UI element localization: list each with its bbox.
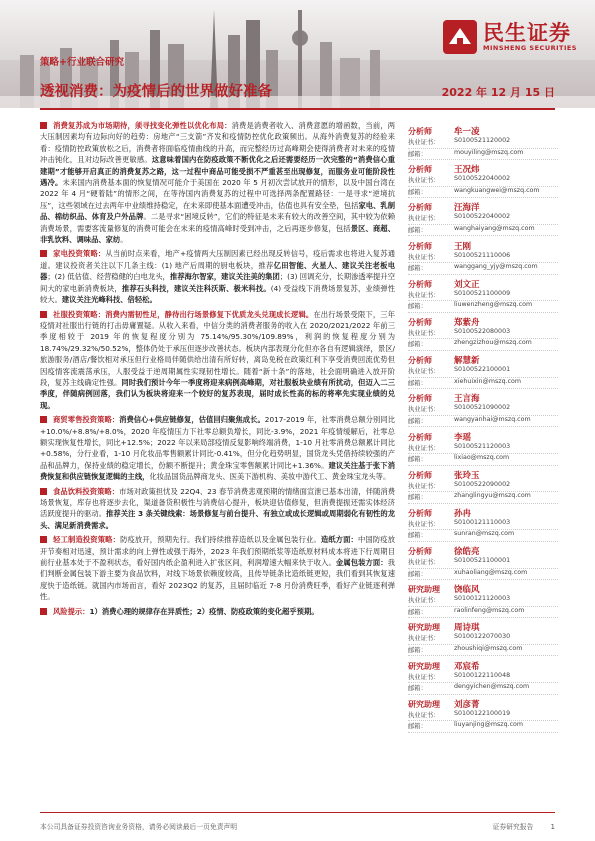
- report-body: [40, 120, 395, 620]
- analyst-email[interactable]: liuyanjing@mszq.com: [454, 721, 524, 729]
- analyst-name: 周诗琪: [454, 623, 480, 634]
- analyst-email[interactable]: wangyanhai@mszq.com: [454, 415, 531, 423]
- analyst-item: [408, 316, 558, 351]
- analyst-item: [408, 469, 558, 504]
- analyst-name: 牟一凌: [454, 127, 480, 137]
- section-heading: 食品饮料投资策略：: [53, 486, 120, 496]
- bold-text: 景区、商超、非乳饮料、调味品、家纺: [40, 223, 396, 245]
- bold-text: 金属包装方面：: [335, 558, 388, 568]
- analyst-item: [408, 621, 558, 656]
- cert-label: 执业证书：: [408, 291, 440, 299]
- analyst-cert: S0100521120003: [454, 442, 511, 450]
- analyst-role: 研究助理: [408, 623, 440, 633]
- bold-text: 推荐石头科技，建议关注科沃斯、极米科技。: [121, 283, 271, 293]
- analyst-email[interactable]: wangkuangwei@mszq.com: [454, 186, 540, 194]
- analyst-role: 分析师: [408, 165, 432, 175]
- analyst-cert: S0100522100001: [454, 366, 511, 374]
- analyst-name: 邓宸希: [454, 661, 480, 672]
- section-heading: 轻工制造投资策略：: [53, 535, 121, 545]
- analyst-name: 王言海: [454, 394, 480, 405]
- section-heading: 消费复苏成为市场期待，须寻找变化弹性以优化布局：: [53, 121, 232, 130]
- paragraph-light-industry: [40, 534, 395, 602]
- analyst-email[interactable]: wanggang_yjy@mszq.com: [454, 263, 538, 271]
- paragraph-social-service: [40, 309, 395, 412]
- analyst-email[interactable]: zhengzizhou@mszq.com: [454, 339, 532, 347]
- analyst-cert: S0100121120003: [454, 595, 511, 603]
- analyst-email[interactable]: xuhaoliang@mszq.com: [454, 568, 528, 576]
- analyst-role: 分析师: [408, 356, 432, 366]
- paragraph-text: 未来国内消费基本面的恢复情况可能介于美国在 2020 年 5 月初次尝试放开的情形，以及中国台湾在 2022 年 4 月“硬着陆”的情形之间，在等待国内消费复苏的过程中可选择两条配置路径：一是寻求“逆境抗压”，这些领域在过去两年中业绩维持稳定，在未来即使基本面遭受冲击，估值也具有安全垫，包括: [40, 178, 395, 210]
- bold-text: 推荐关注 3 条关键线索：场景修复与前台提升、有独立或成长逻辑或周期弱化有韧性的龙头、满足新消费需求。: [40, 509, 396, 530]
- analyst-name: 孙冉: [454, 508, 472, 519]
- cert-label: 执业证书：: [408, 406, 440, 414]
- cert-label: 执业证书：: [408, 597, 440, 605]
- analyst-email[interactable]: xiehuixin@mszq.com: [454, 377, 522, 385]
- bold-text: 同时我们预计今年一季度将迎来病例高峰期，对社服板块业绩有所扰动，但迈入二三季度，伴随病例回落，我们认为板块将迎来一个较好的复苏表现，届时成长性高的标的将率先实现业绩的兑现。: [40, 377, 396, 410]
- analyst-name: 饶临风: [454, 585, 480, 596]
- paragraph-text: 消费是消费者收入、消费意愿的增函数，当前，两大压制因素均有边际向好的趋势：房地产“三支箭”齐发和疫情防控优化政策频出。从海外消费复苏的经验来看：疫情防控政策放松之后，消费者将面临疫情曲线的升高，而完整经历过高峰期会使得消费者对未来的疫情冲击钝化，且对边际改善更敏感。: [40, 121, 396, 165]
- section-heading: 家电投资策略：: [53, 249, 106, 259]
- paragraph-text: 2017-2019 年，社零消费总额分别同比+10.0%/+8.8%/+8.0%，2020 年疫情压力下社零总额负增长，同比-3.9%，2021 年疫情缓解后，社零总额实现恢复性增长，同比+12.5%；2022 年以来局部疫情反复影响终端消费，1-10 月社零消费总额累计同比+0.58%，分行业看，1-10 月化妆品零售额累计同比-0.41%，但分化趋势明显，国货龙头凭借持续较强的产品和品牌力，保持业绩的稳定增长，份额不断提升；黄金珠宝零售额累计同比+1.36%。: [40, 415, 395, 470]
- bold-text: 建议关注基于张下消费恢复和供应链恢复逻辑的主线，: [40, 460, 395, 482]
- email-label: 邮箱：: [408, 646, 427, 654]
- analyst-email[interactable]: raolinfeng@mszq.com: [454, 606, 525, 614]
- paragraph-text: 防疫放开，预期先行。我们持续推荐造纸以及金属包装行业。: [120, 535, 321, 545]
- email-label: 邮箱：: [408, 456, 427, 463]
- email-label: 邮箱：: [408, 685, 427, 693]
- analyst-name: 王刚: [454, 241, 472, 252]
- analyst-cert: S0100521120002: [454, 137, 511, 144]
- analyst-role: 分析师: [408, 203, 432, 213]
- report-type: 证券研究报告: [492, 823, 534, 831]
- email-label: 邮箱：: [408, 570, 427, 578]
- email-label: 邮箱：: [408, 188, 427, 196]
- analyst-role: 研究助理: [408, 661, 440, 671]
- page-footer: [40, 812, 555, 831]
- bullet-icon: [40, 536, 47, 543]
- paragraph-text: 化妆品国货品牌商龙头、医美下游机构、美妆中游代工、黄金珠宝龙头等。: [149, 472, 391, 482]
- section-heading: 商贸零售投资策略：: [53, 415, 120, 425]
- analyst-email[interactable]: lixiao@mszq.com: [454, 454, 510, 461]
- analyst-role: 分析师: [408, 547, 432, 557]
- analyst-role: 分析师: [408, 317, 432, 327]
- section-heading: 风险提示：: [53, 606, 90, 616]
- analyst-name: 刘彦菁: [454, 699, 480, 710]
- analyst-role: 分析师: [408, 508, 432, 518]
- analyst-item: [408, 163, 558, 198]
- paragraph-text: 从当前时点来看，地产+疫情两大压制因素已经出现反转信号，疫后需求也将进入复苏通道。建议投资者关注以下几条主线：(1) 地产后周期的厨电板块，推荐: [40, 249, 395, 270]
- analyst-name: 徐皓亮: [454, 547, 480, 558]
- bold-text: 这意味着国内在防疫政策不断优化之后还需要经历一次完整的“消费信心重建期”才能够开启真正的消费复苏之路，这一过程中商品可能受损不严重甚至出现修复，而服务业可能阶段性遇冷。: [40, 155, 396, 188]
- analyst-item: [408, 240, 558, 275]
- cert-label: 执业证书：: [408, 139, 440, 146]
- paragraph-text: 。: [120, 235, 128, 245]
- logo-icon: [443, 20, 477, 54]
- email-label: 邮箱：: [408, 265, 427, 273]
- header-banner: [0, 0, 595, 108]
- analyst-email[interactable]: liuwenzheng@mszq.com: [454, 301, 533, 309]
- analyst-role: 分析师: [408, 279, 432, 289]
- analyst-email[interactable]: zhanglingyu@mszq.com: [454, 492, 531, 500]
- analyst-role: 分析师: [408, 432, 432, 442]
- analyst-item: [408, 583, 558, 618]
- report-date: 2022 年 12 月 15 日: [441, 86, 555, 99]
- email-label: 邮箱：: [408, 608, 427, 616]
- analyst-role: 分析师: [408, 394, 432, 404]
- analyst-role: 分析师: [408, 470, 432, 480]
- disclaimer-text: 本公司具备证券投资咨询业务资格，请务必阅读最后一页免责声明: [40, 823, 238, 831]
- email-label: 邮箱：: [408, 417, 427, 425]
- email-label: 邮箱：: [408, 303, 427, 311]
- analyst-name: 解慧新: [454, 356, 480, 367]
- analyst-item: [408, 660, 558, 695]
- email-label: 邮箱：: [408, 723, 427, 731]
- cert-label: 执业证书：: [408, 520, 440, 528]
- bullet-icon: [40, 311, 47, 318]
- section-subheading: 消费信心+供应链修复，估值回归聚焦成长。: [119, 415, 265, 425]
- bold-text: 家电、乳制品、棉纺织品、体育及户外品牌: [40, 200, 396, 222]
- email-label: 邮箱：: [408, 150, 427, 158]
- analyst-item: [408, 125, 558, 160]
- bullet-icon: [40, 608, 47, 615]
- analyst-name: 张玲玉: [454, 470, 480, 481]
- analyst-cert: S0100122100019: [454, 709, 511, 717]
- cert-label: 执业证书：: [408, 253, 440, 261]
- analyst-cert: S0100522040002: [454, 175, 511, 183]
- analyst-item: [408, 431, 558, 466]
- analyst-cert: S0100521090002: [454, 404, 511, 412]
- section-subheading: 消费内需韧性足，静待出行场景修复下优质龙头兑现成长逻辑。: [105, 309, 314, 319]
- analyst-item: [408, 507, 558, 542]
- analyst-name: 王况炜: [454, 165, 480, 176]
- analyst-item: [408, 278, 558, 313]
- page-number: 1: [550, 823, 555, 831]
- analyst-item: [408, 354, 558, 389]
- bullet-icon: [40, 488, 47, 495]
- analyst-cert: S0100521100001: [454, 557, 511, 565]
- cert-label: 执业证书：: [408, 368, 440, 376]
- analyst-role: 研究助理: [408, 699, 440, 709]
- section-heading: 社服投资策略：: [53, 309, 106, 319]
- paragraph-appliance: [40, 248, 395, 305]
- analyst-cert: S0100521110006: [454, 251, 511, 259]
- logo-en-text: MINSHENG SECURITIES: [483, 44, 577, 52]
- email-label: 邮箱：: [408, 532, 427, 540]
- cert-label: 执业证书：: [408, 215, 440, 223]
- analyst-item: [408, 392, 558, 427]
- header-divider: [40, 108, 555, 110]
- analyst-cert: S0100122070030: [454, 633, 511, 641]
- analyst-role: 分析师: [408, 241, 432, 251]
- paragraph-text: 。二是寻求“困境反转”，它们的特征是未来有较大的改善空间，其中较为依赖消费场景，需要客流量修复的消费可能会在未来的疫情高峰时受到冲击，之后再逐步修复，包括: [40, 212, 396, 233]
- analyst-name: 汪海洋: [454, 203, 480, 214]
- report-category: 策略+行业联合研究: [40, 57, 124, 68]
- paragraph-text: (4) 受益线下消费场景复苏，业绩弹性较大。: [40, 283, 396, 305]
- report-title: 透视消费：为疫情后的世界做好准备: [40, 84, 272, 100]
- analyst-cert: S0100522040002: [454, 213, 511, 221]
- bullet-icon: [40, 416, 47, 423]
- cert-label: 执业证书：: [408, 329, 440, 337]
- analyst-email[interactable]: mouyiling@mszq.com: [454, 148, 524, 156]
- analyst-email[interactable]: dengyichen@mszq.com: [454, 683, 530, 691]
- paragraph-text: 中国防疫放开节奏相对迅速，预计需求的向上弹性或强于海外，2023 年我们预期纸浆等造纸原材料成本将进下行周期目前行业基本处于不盈利状态，看好国内纸企盈利进入扩张区间，利润增速大幅来快于收入。: [40, 535, 396, 568]
- analyst-cert: S0100522080003: [454, 327, 511, 335]
- bold-text: 建议关注光峰科技、倍轻松。: [61, 295, 157, 305]
- bold-text: 1）消费心理的规律存在异质性；2）疫情、防疫政策的变化超乎预期。: [89, 606, 319, 616]
- logo-cn-text: 民生证券: [483, 21, 571, 45]
- cert-label: 执业证书：: [408, 482, 440, 490]
- analyst-role: 研究助理: [408, 585, 440, 595]
- analyst-email[interactable]: wanghaiyang@mszq.com: [454, 224, 535, 232]
- cert-label: 执业证书：: [408, 444, 440, 452]
- cert-label: 执业证书：: [408, 559, 440, 567]
- analyst-list: [408, 125, 558, 736]
- email-label: 邮箱：: [408, 226, 427, 234]
- paragraph-text: ；(2) 低估值、经营稳健的白电龙头，: [47, 272, 170, 282]
- bold-text: 推荐海尔智家，建议关注美的集团: [169, 272, 280, 282]
- analyst-item: [408, 698, 558, 733]
- cert-label: 执业证书：: [408, 711, 440, 719]
- analyst-cert: S0100121110003: [454, 518, 511, 526]
- analyst-name: 刘文正: [454, 279, 480, 290]
- bullet-icon: [40, 250, 47, 257]
- email-label: 邮箱：: [408, 379, 427, 387]
- email-label: 邮箱：: [408, 341, 427, 349]
- analyst-cert: S0100122110048: [454, 671, 511, 679]
- analyst-email[interactable]: zhoushiqi@mszq.com: [454, 644, 523, 652]
- paragraph-risk: [40, 606, 395, 617]
- paragraph-retail: [40, 414, 395, 482]
- analyst-email[interactable]: sunran@mszq.com: [454, 530, 515, 538]
- paragraph-text: 在出行场景受限下，三年疫情对社服出行链的打击毋庸置疑。从收入来看，中信分类的消费者服务的收入在 2020/2021/2022 年前三季度相较于 2019 年的恢复程度分别为 75.14%/95.30%/109.89%，利润的恢复程度分别为 18.74%/29.32%/50.52%，整体仍处于承压但逐步改善状态。板块内部表现分化但亦各自有逻辑演绎，景区/旅游服务/酒店/餐饮相对承压但行业格局伴随供给出清有所好转，离岛免税在政策红利下享受消费回流优势但因疫情客流震荡承压，人服受益于逆周期属性实现韧性增长。随着“新十条”的落地，社会面明确进入放开阶段，复苏主线确定性强。: [40, 309, 396, 387]
- paragraph-text: 市场对政策担忧及 22Q4、23 春节消费悲观预期的情绪面宣泄已基本出清，伴随消费场景恢复，库存也将逐步去化，渠道备货积极性与消费信心提升，板块迎估值修复，但消费提振还需实体经济活跃度提升的驱动。: [40, 486, 396, 519]
- bold-text: 造纸方面：: [320, 535, 358, 545]
- analyst-cert: S0100521100009: [454, 289, 511, 297]
- cert-label: 执业证书：: [408, 635, 440, 643]
- paragraph-consumption: [40, 120, 395, 245]
- paragraph-food: [40, 486, 395, 532]
- company-logo: [443, 20, 577, 54]
- analyst-role: 分析师: [408, 127, 432, 136]
- analyst-item: [408, 545, 558, 580]
- cert-label: 执业证书：: [408, 177, 440, 185]
- analyst-cert: S0100522090002: [454, 480, 511, 488]
- cert-label: 执业证书：: [408, 673, 440, 681]
- paragraph-text: 我们判断金属包装下游主要为食品饮料，对线下场景依赖度较高，且传导链条比造纸链更短，我们看到其恢复速度快于造纸链。就国内市场而言，看好 2023Q2 的复苏，且届时临近 7-8 月份消费旺季，看好产业链逐利弹性。: [40, 558, 396, 602]
- analyst-name: 李瑶: [454, 432, 472, 443]
- bold-text: 亿田智能、火星人、建议关注老板电器: [40, 260, 396, 282]
- bullet-icon: [40, 122, 47, 129]
- paragraph-text: ；(3) 回调充分，长期渗透率提升空间大的家电新消费板块，: [40, 272, 396, 293]
- email-label: 邮箱：: [408, 494, 427, 502]
- analyst-name: 郑紫舟: [454, 317, 480, 328]
- analyst-item: [408, 201, 558, 236]
